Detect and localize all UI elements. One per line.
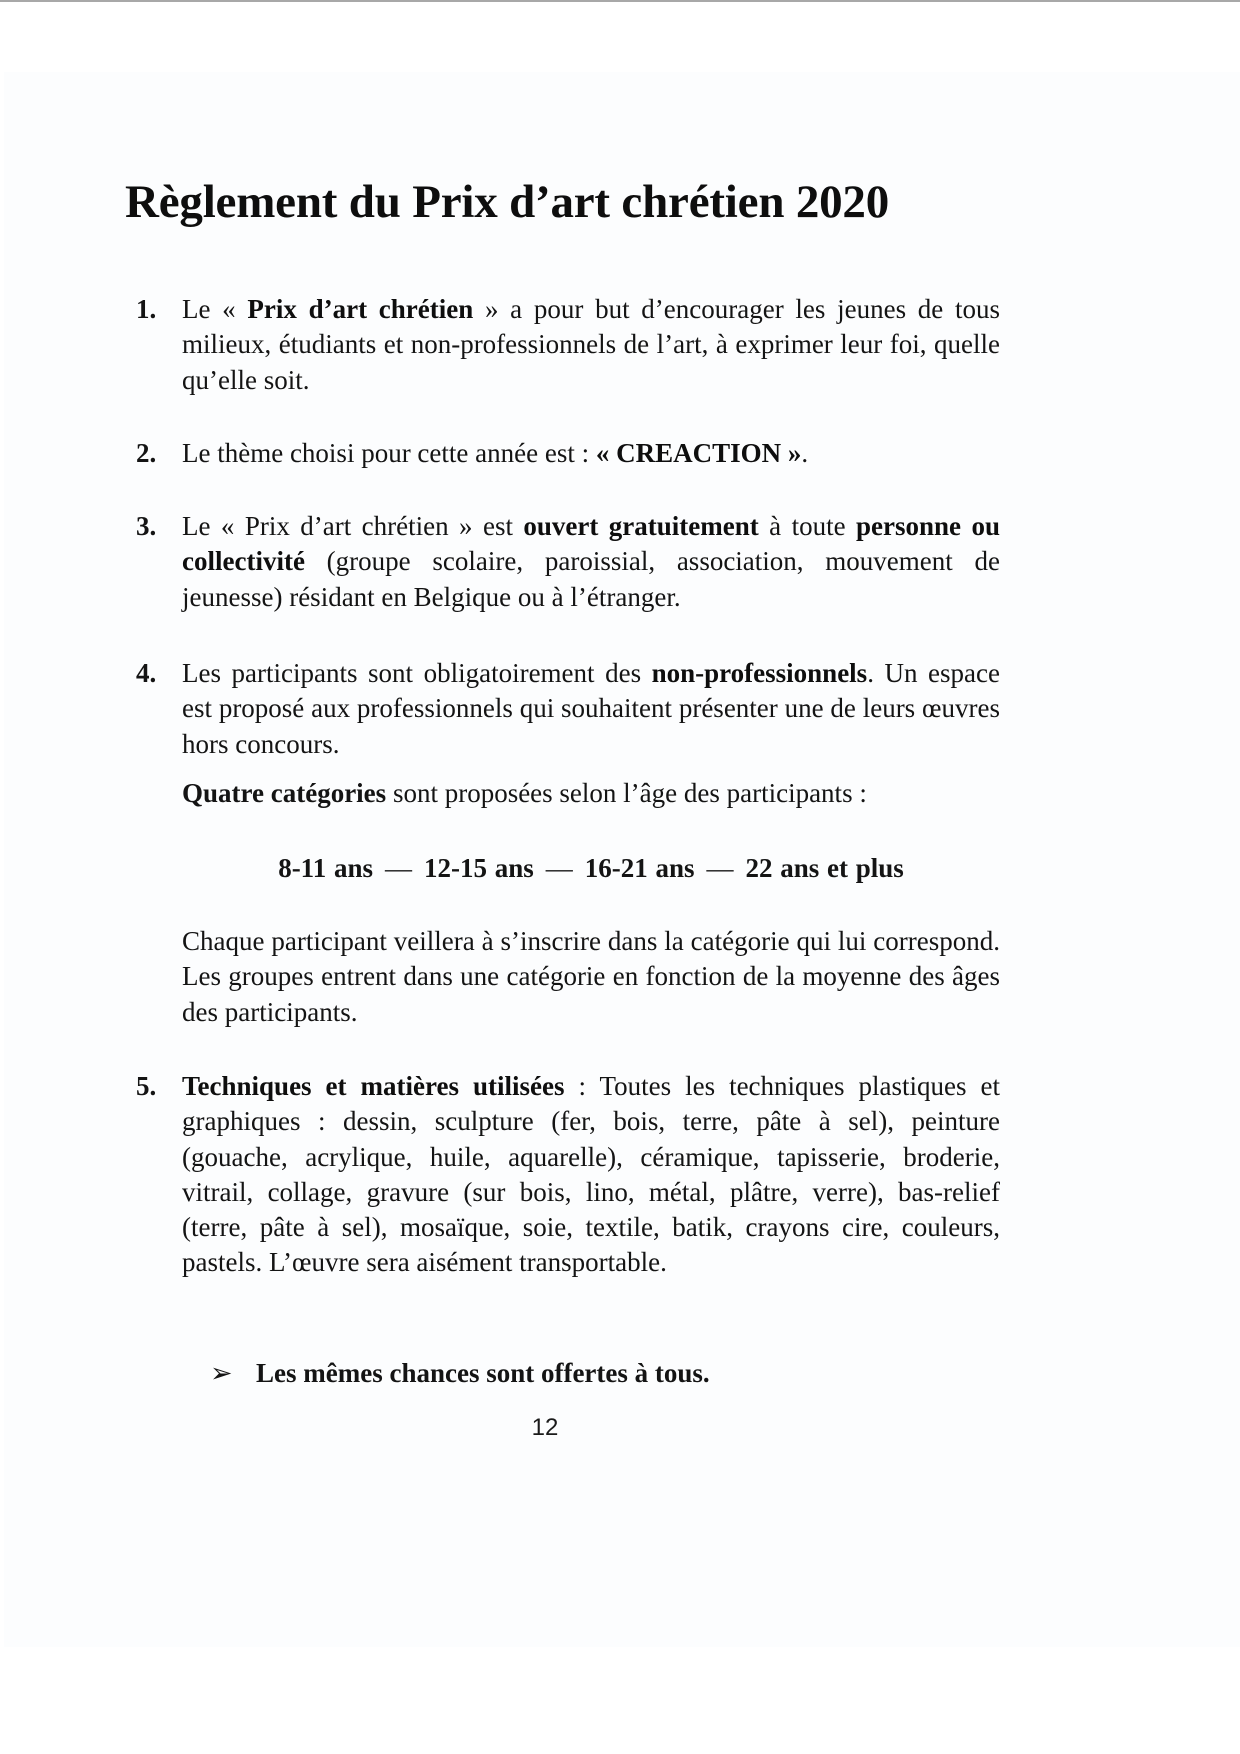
document-title: Règlement du Prix d’art chrétien 2020 bbox=[125, 176, 890, 228]
categories-intro bbox=[182, 776, 1000, 811]
text-run: Le « bbox=[182, 294, 248, 324]
top-border-rule bbox=[0, 0, 1240, 2]
item-text bbox=[182, 656, 1000, 762]
rule-item-3 bbox=[136, 509, 1000, 615]
categories-intro-rest: sont proposées selon l’âge des participants : bbox=[386, 778, 867, 808]
text-run: . Un espace est proposé aux professionnels qui souhaitent présenter une de leurs œuvres hors concours. bbox=[182, 658, 1000, 759]
text-run: » a pour but d’encourager les jeunes de tous milieux, étudiants et non-professionnels de l’art, à exprimer leur foi, quelle qu’elle soit. bbox=[182, 294, 1000, 395]
text-run: Le thème choisi pour cette année est : bbox=[182, 438, 596, 468]
closing-bullet bbox=[210, 1356, 710, 1391]
bold-text-run: personne ou collectivité bbox=[182, 511, 1000, 577]
item-number: 2. bbox=[136, 438, 157, 468]
rule-item-5 bbox=[136, 1069, 1000, 1281]
page-number: 12 bbox=[531, 1414, 559, 1441]
item-number: 3. bbox=[136, 511, 157, 541]
age-category: 16-21 ans bbox=[584, 853, 695, 883]
age-category: 22 ans et plus bbox=[745, 853, 904, 883]
rule-item-4 bbox=[136, 656, 1000, 762]
text-run: . bbox=[801, 438, 809, 468]
age-separator: — bbox=[384, 853, 412, 883]
item-text bbox=[182, 292, 1000, 398]
text-run: Le « Prix d’art chrétien » est bbox=[182, 511, 524, 541]
categories-intro-bold: Quatre catégories bbox=[182, 778, 387, 808]
rule-item-2 bbox=[136, 436, 1000, 471]
item-text bbox=[182, 509, 1000, 615]
item-text bbox=[182, 436, 1000, 471]
text-run: : Toutes les techniques plastiques et graphiques : dessin, sculpture (fer, bois, terre, pâte à sel), peinture (gouache, acrylique, huile, aquarelle), céramique, tapisserie, broderie, vitrail, collage, gravure (sur bois, lino, métal, plâtre, verre), bas-relief (terre, pâte à sel), mosaïque, soie, textile, batik, crayons cire, couleurs, pastels. L’œuvre sera aisément transportable. bbox=[182, 1071, 1001, 1278]
bold-text-run: « CREACTION » bbox=[595, 438, 802, 468]
categories-note: Chaque participant veillera à s’inscrire dans la catégorie qui lui correspond. Les groupes entrent dans une catégorie en fonction de la moyenne des âges des participants. bbox=[182, 926, 1000, 1027]
closing-bullet-text: Les mêmes chances sont offertes à tous. bbox=[256, 1358, 710, 1388]
bold-text-run: Techniques et matières utilisées bbox=[182, 1071, 565, 1101]
text-run: (groupe scolaire, paroissial, association, mouvement de jeunesse) résidant en Belgique ou à l’étranger. bbox=[182, 546, 1000, 612]
bold-text-run: Prix d’art chrétien bbox=[247, 294, 474, 324]
item-number: 5. bbox=[136, 1071, 157, 1101]
age-separator: — bbox=[545, 853, 573, 883]
age-category: 12-15 ans bbox=[423, 853, 534, 883]
bold-text-run: ouvert gratuitement bbox=[523, 511, 759, 541]
text-run: à toute bbox=[758, 511, 857, 541]
arrow-bullet-icon: ➢ bbox=[210, 1358, 233, 1388]
bold-text-run: non-professionnels bbox=[651, 658, 868, 688]
rule-item-1 bbox=[136, 292, 1000, 398]
item-text bbox=[182, 1069, 1000, 1281]
item-number: 4. bbox=[136, 658, 157, 688]
age-separator: — bbox=[706, 853, 734, 883]
age-categories-line bbox=[182, 851, 1000, 886]
text-run: Les participants sont obligatoirement des bbox=[182, 658, 652, 688]
item-number: 1. bbox=[136, 294, 157, 324]
age-category: 8-11 ans bbox=[278, 853, 373, 883]
